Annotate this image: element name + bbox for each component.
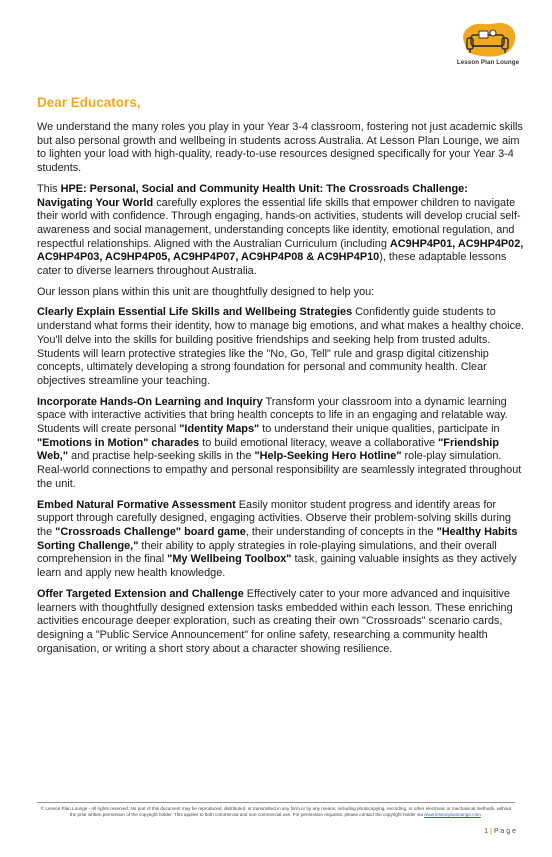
section-hands-on-learning (37, 396, 525, 492)
activity-name: "Emotions in Motion" charades (37, 436, 200, 449)
intro-paragraph: We understand the many roles you play in your Year 3-4 classroom, fostering not just academic skills but also personal growth and wellbeing in students across Australia. At Lesson Plan Lounge, we aim to lighten your load with high-quality, ready-to-use resources designed specifically for your Year 3-4 students. (37, 121, 523, 175)
text-run: carefully explores the essential life skills that empower children to navigate their world with confidence. Through engaging, hands-on activities, students will develop crucial self-awareness and social management, understanding concepts like identity, emotional regulation, and respectful relationships. Aligned with the Australian Curriculum (including (37, 196, 521, 250)
letter-body (37, 121, 525, 663)
section-heading: Incorporate Hands-On Learning and Inquiry (37, 395, 263, 408)
greeting-heading: Dear Educators, (37, 95, 141, 110)
lesson-plan-lounge-logo (456, 20, 520, 66)
footer-divider (37, 802, 515, 803)
text-run: their ability to apply strategies in role-playing simulations, and their overall comprehension in the final (37, 539, 497, 566)
text-run: Transform your classroom into a dynamic learning space with interactive activities that bring health concepts to life in an engaging and relatable way. Students will create personal (37, 395, 508, 436)
sofa-logo-icon (458, 20, 518, 60)
page-separator: | (489, 828, 492, 835)
text-run: ), these adaptable lessons cater to diverse learners throughout Australia. (37, 251, 507, 278)
curriculum-codes: AC9HP4P01, AC9HP4P02, AC9HP4P03, AC9HP4P05, AC9HP4P07, AC9HP4P08 & AC9HP4P10 (37, 237, 524, 264)
activity-name: "Friendship Web," (37, 436, 499, 463)
section-body: Effectively cater to your more advanced and inquisitive learners with thoughtfully designed extension tasks embedded within each lesson. These enriching activities encourage deeper exploration, such as creating their own "Crossroads" scenario cards, designing a "Public Service Announcement" for online safety, researching a community health organisation, or writing a short story about a character showing resilience. (37, 587, 513, 655)
text-run: role-play simulation. Real-world connections to empathy and personal responsibility are seamlessly integrated throughout the unit. (37, 450, 522, 490)
unit-description-paragraph (37, 183, 525, 279)
copyright-footer (37, 806, 515, 818)
text-run: . (480, 812, 483, 818)
section-heading: Clearly Explain Essential Life Skills and Wellbeing Strategies (37, 306, 353, 319)
text-run: and practise help-seeking skills in the (67, 450, 255, 463)
section-formative-assessment (37, 499, 525, 581)
text-run: to understand their unique qualities, participate in (259, 423, 500, 436)
activity-name: "Crossroads Challenge" board game (55, 525, 246, 538)
logo-text: Lesson Plan Lounge (456, 59, 520, 66)
activity-name: "Help-Seeking Hero Hotline" (254, 450, 402, 463)
text-run: , their understanding of concepts in the (245, 525, 437, 538)
activity-name: "My Wellbeing Toolbox" (167, 553, 292, 566)
unit-title: HPE: Personal, Social and Community Health Unit: The Crossroads Challenge: Navigating Your World (37, 182, 468, 209)
section-heading: Embed Natural Formative Assessment (37, 498, 236, 511)
activity-name: "Healthy Habits Sorting Challenge," (37, 525, 518, 552)
activity-name: "Identity Maps" (179, 423, 260, 436)
section-extension-challenge (37, 588, 525, 657)
text-run: to build emotional literacy, weave a collaborative (199, 436, 439, 449)
text-run: Easily monitor student progress and identify areas for support through carefully designed, engaging activities. Observe their problem-solving skills during the (37, 498, 511, 538)
section-body: Confidently guide students to understand what forms their identity, how to manage big emotions, and what makes a healthy choice. You'll delve into the skills for building positive friendships and seeking help from trusted adults. Students will learn protective strategies like the "No, Go, Tell" rule and grasp digital citizenship concepts, ultimately developing a strong foundation for personal and community health. Clear objectives streamline your teaching. (37, 306, 525, 387)
website-link[interactable]: www.lessonplanlounge.com (424, 812, 481, 818)
text-run: This (37, 182, 61, 195)
text-run: task, gaining valuable insights as they actively learn and apply new health knowledge. (37, 553, 517, 580)
copyright-text: © Lesson Plan Lounge - All rights reserved. No part of this document may be reproduced, distributed, or transmitted in any form or by any means, including photocopying, recording, or other electronic or mechanical methods, without the prior written permission of the copyright holder. This applies to both commercial and non-commercial use. For permission requests, please contact the copyright holder via (40, 806, 512, 818)
section-heading: Offer Targeted Extension and Challenge (37, 587, 244, 600)
section-life-skills (37, 306, 525, 388)
page-number (484, 828, 516, 835)
page-label: P a g e (493, 828, 516, 835)
lead-in-paragraph: Our lesson plans within this unit are thoughtfully designed to help you: (37, 285, 375, 298)
page-number-value: 1 (484, 828, 488, 835)
